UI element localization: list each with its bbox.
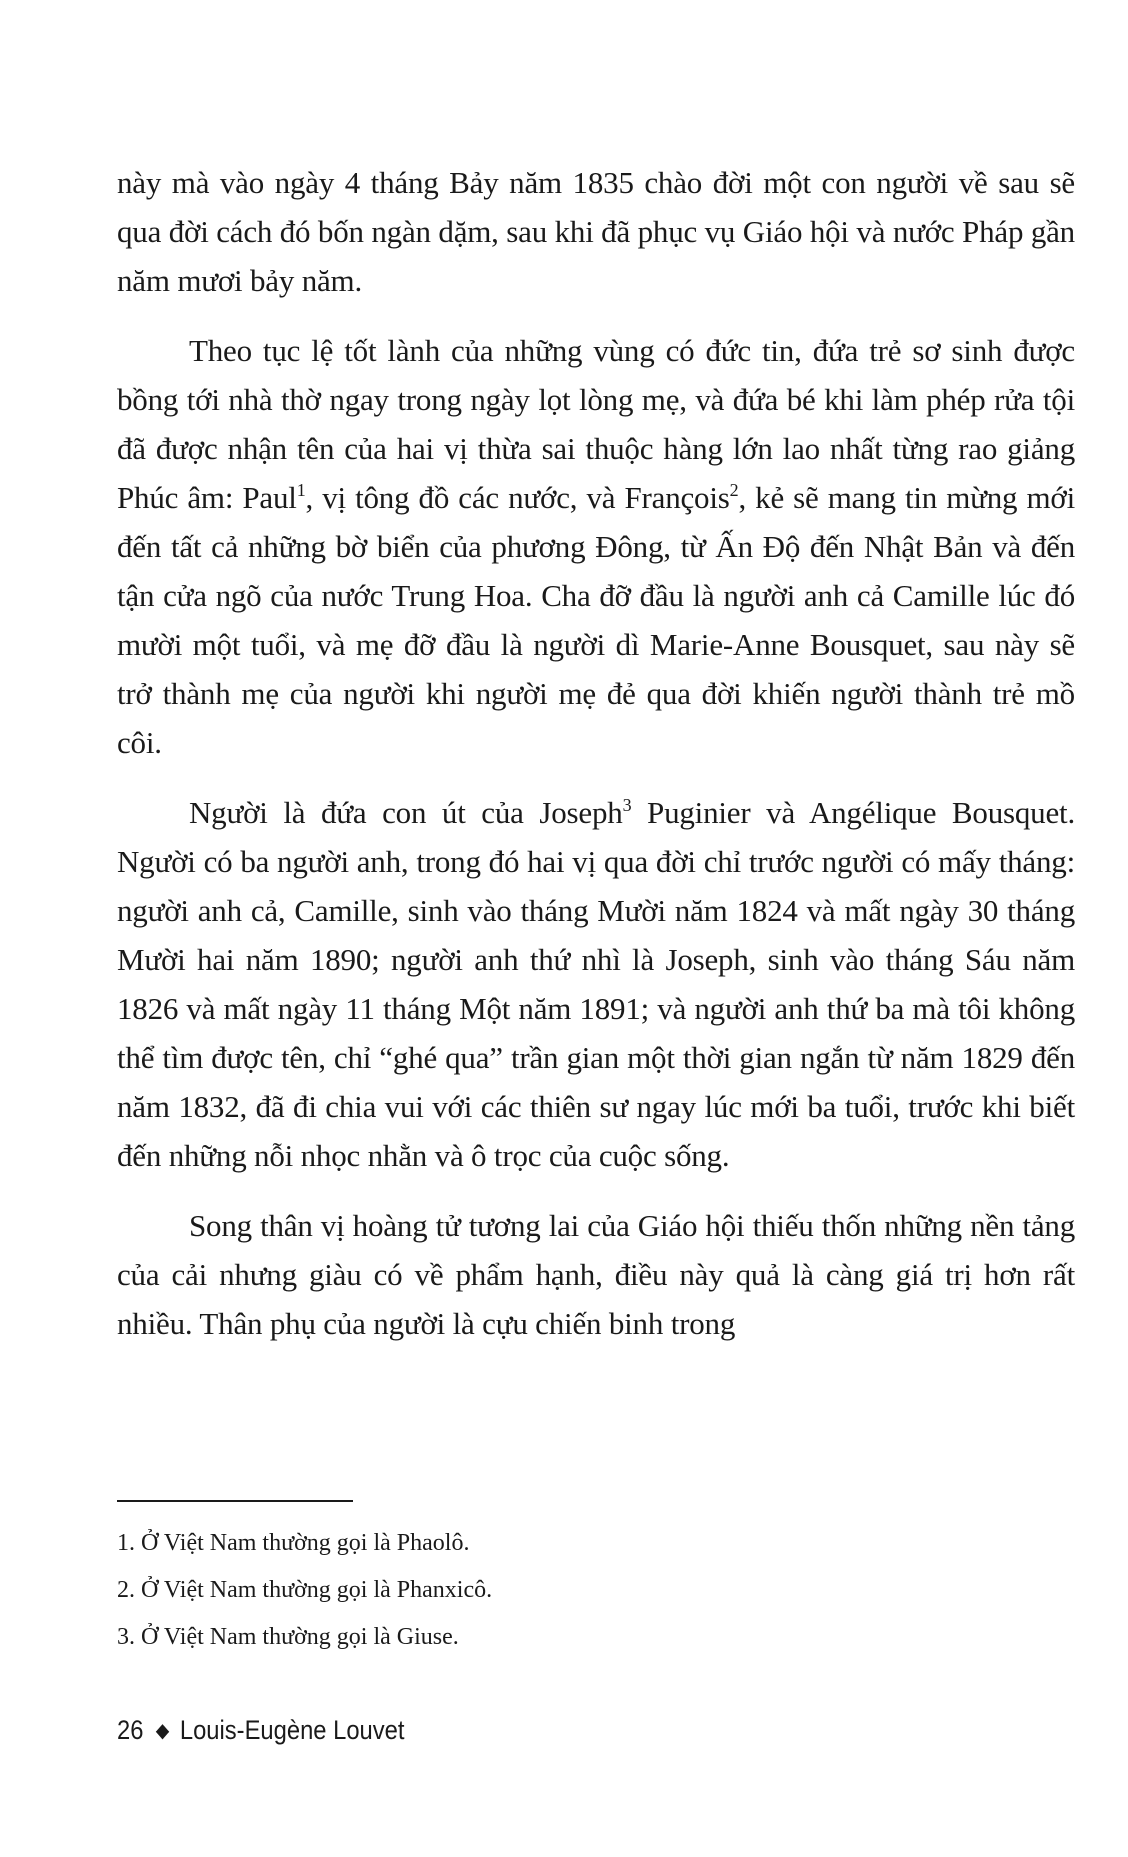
paragraph-text: Song thân vị hoàng tử tương lai của Giáo hội thiếu thốn những nền tảng của cải nhưng giàu có về phẩm hạnh, điều này quả là càng giá trị hơn rất nhiều. Thân phụ của người là cựu chiến binh trong [117,1208,1075,1341]
footnote-divider [117,1500,353,1502]
author-name: Louis-Eugène Louvet [179,1715,405,1745]
footnote-2: 2. Ở Việt Nam thường gọi là Phanxicô. [117,1577,493,1603]
paragraph-text: , kẻ sẽ mang tin mừng mới đến tất cả những bờ biển của phương Đông, từ Ấn Độ đến Nhật Bản và đến tận cửa ngõ của nước Trung Hoa. Cha đỡ đầu là người anh cả Camille lúc đó mười một tuổi, và mẹ đỡ đầu là người dì Marie-Anne Bousquet, sau này sẽ trở thành mẹ của người khi người mẹ đẻ qua đời khiến người thành trẻ mồ côi. [117,480,1076,760]
paragraph-text: này mà vào ngày 4 tháng Bảy năm 1835 chào đời một con người về sau sẽ qua đời cách đó bốn ngàn dặm, sau khi đã phục vụ Giáo hội và nước Pháp gần năm mươi bảy năm. [117,165,1075,298]
body-text [117,158,1075,1369]
paragraph [117,1201,1075,1348]
footnote-marker: 2 [729,479,739,500]
paragraph-text: Theo tục lệ tốt lành của những vùng có đức tin, đứa trẻ sơ sinh được bồng tới nhà thờ ngay trong ngày lọt lòng mẹ, và đứa bé khi làm phép rửa tội đã được nhận tên của hai vị thừa sai thuộc hàng lớn lao nhất từng rao giảng Phúc âm: Paul [117,333,1075,515]
paragraph [117,326,1075,767]
paragraph [117,788,1075,1180]
footnote-marker: 3 [622,794,632,815]
footnote-3: 3. Ở Việt Nam thường gọi là Giuse. [117,1624,459,1650]
page-number: 26 [117,1715,144,1745]
paragraph-text: , vị tông đồ các nước, và François [305,480,730,515]
diamond-separator-icon: ◆ [155,1720,170,1742]
paragraph-text: Người là đứa con út của Joseph [189,795,623,830]
footnotes [117,1520,1017,1661]
footnote-1: 1. Ở Việt Nam thường gọi là Phaolô. [117,1530,470,1556]
running-footer [117,1712,404,1751]
paragraph [117,158,1075,305]
footnote-marker: 1 [296,479,306,500]
paragraph-text: Puginier và Angélique Bousquet. Người có ba người anh, trong đó hai vị qua đời chỉ trước người có mấy tháng: người anh cả, Camille, sinh vào tháng Mười năm 1824 và mất ngày 30 tháng Mười hai năm 1890; người anh thứ nhì là Joseph, sinh vào tháng Sáu năm 1826 và mất ngày 11 tháng Một năm 1891; và người anh thứ ba mà tôi không thể tìm được tên, chỉ “ghé qua” trần gian một thời gian ngắn từ năm 1829 đến năm 1832, đã đi chia vui với các thiên sư ngay lúc mới ba tuổi, trước khi biết đến những nỗi nhọc nhằn và ô trọc của cuộc sống. [117,795,1075,1173]
